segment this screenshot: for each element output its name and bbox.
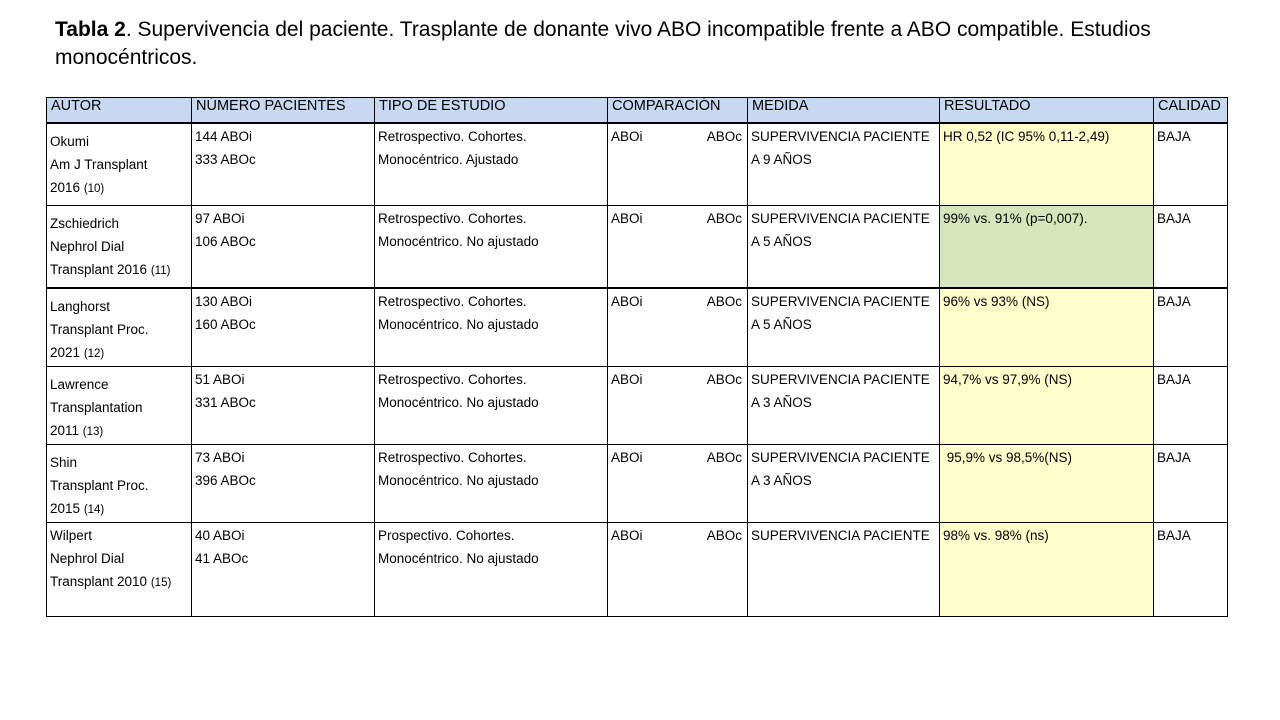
header-numero-pacientes: NÚMERO PACIENTES <box>192 98 375 124</box>
study-type-cell <box>375 445 608 523</box>
slide-title <box>55 16 1235 72</box>
measure-cell <box>748 206 940 289</box>
comparison-aboi: ABOi <box>611 211 643 226</box>
comparison-aboi: ABOi <box>611 450 643 465</box>
author-name: Shin <box>50 455 78 470</box>
table-row <box>47 367 1228 445</box>
quality-cell: BAJA <box>1154 206 1228 289</box>
comparison-cell <box>608 206 748 289</box>
study-design: Retrospectivo. Cohortes. <box>378 372 527 387</box>
author-name: Langhorst <box>50 299 111 314</box>
year-text: 2016 <box>50 180 81 195</box>
header-comparacion: COMPARACIÓN <box>608 98 748 124</box>
study-center: Monocéntrico. No ajustado <box>378 395 539 410</box>
measure-cell <box>748 523 940 617</box>
comparison-aboi: ABOi <box>611 528 643 543</box>
measure-period: A 3 AÑOS <box>751 395 812 410</box>
measure-cell <box>748 288 940 367</box>
header-autor: AUTOR <box>47 98 192 124</box>
patients-aboi: 144 ABOi <box>195 129 253 144</box>
author-name: Zschiedrich <box>50 216 120 231</box>
patients-aboi: 73 ABOi <box>195 450 245 465</box>
author-cell <box>47 523 192 617</box>
author-year <box>50 258 188 283</box>
measure-name: SUPERVIVENCIA PACIENTE <box>751 211 930 226</box>
reference-number: (15) <box>150 577 172 589</box>
author-journal: Nephrol Dial <box>50 551 125 566</box>
reference-number: (11) <box>150 265 171 277</box>
header-medida: MEDIDA <box>748 98 940 124</box>
patients-cell <box>192 523 375 617</box>
measure-cell <box>748 445 940 523</box>
study-type-cell <box>375 206 608 289</box>
title-text: . Supervivencia del paciente. Trasplante de donante vivo ABO incompatible frente a ABO compatible. Estudios monocéntricos. <box>55 18 1151 69</box>
reference-number: (12) <box>83 348 105 360</box>
comparison-cell <box>608 523 748 617</box>
study-center: Monocéntrico. No ajustado <box>378 234 539 249</box>
study-design: Retrospectivo. Cohortes. <box>378 129 527 144</box>
measure-cell <box>748 367 940 445</box>
study-type-cell <box>375 523 608 617</box>
survival-table <box>46 97 1228 617</box>
patients-aboi: 40 ABOi <box>195 528 245 543</box>
quality-cell: BAJA <box>1154 367 1228 445</box>
patients-aboi: 97 ABOi <box>195 211 245 226</box>
patients-aboc: 106 ABOc <box>195 234 256 249</box>
study-center: Monocéntrico. No ajustado <box>378 317 539 332</box>
measure-name: SUPERVIVENCIA PACIENTE <box>751 450 930 465</box>
measure-name: SUPERVIVENCIA PACIENTE <box>751 129 930 144</box>
patients-cell <box>192 206 375 289</box>
comparison-aboc: ABOc <box>706 528 742 543</box>
author-cell <box>47 123 192 206</box>
measure-name: SUPERVIVENCIA PACIENTE <box>751 294 930 309</box>
table-row <box>47 123 1228 206</box>
year-text: 2011 <box>50 423 80 438</box>
measure-period: A 3 AÑOS <box>751 473 812 488</box>
patients-cell <box>192 367 375 445</box>
study-center: Monocéntrico. No ajustado <box>378 551 539 566</box>
patients-cell <box>192 123 375 206</box>
author-cell <box>47 288 192 367</box>
title-label: Tabla 2 <box>55 18 126 41</box>
result-cell: HR 0,52 (IC 95% 0,11-2,49) <box>940 123 1154 206</box>
author-journal: Transplant Proc. <box>50 322 149 337</box>
author-year <box>50 419 188 444</box>
result-cell: 94,7% vs 97,9% (NS) <box>940 367 1154 445</box>
result-cell: 96% vs 93% (NS) <box>940 288 1154 367</box>
author-cell <box>47 206 192 289</box>
study-design: Retrospectivo. Cohortes. <box>378 211 527 226</box>
table-row <box>47 288 1228 367</box>
patients-cell <box>192 445 375 523</box>
author-name: Lawrence <box>50 377 109 392</box>
study-center: Monocéntrico. Ajustado <box>378 152 519 167</box>
comparison-aboi: ABOi <box>611 294 643 309</box>
comparison-aboc: ABOc <box>706 294 742 309</box>
header-resultado: RESULTADO <box>940 98 1154 124</box>
comparison-aboc: ABOc <box>706 129 742 144</box>
study-design: Prospectivo. Cohortes. <box>378 528 515 543</box>
result-cell: 99% vs. 91% (p=0,007). <box>940 206 1154 289</box>
author-journal: Am J Transplant <box>50 157 148 172</box>
author-name: Wilpert <box>50 528 93 543</box>
author-journal: Transplantation <box>50 400 143 415</box>
year-text: Transplant 2010 <box>50 574 148 589</box>
study-design: Retrospectivo. Cohortes. <box>378 450 527 465</box>
study-type-cell <box>375 288 608 367</box>
author-year <box>50 497 188 522</box>
year-text: 2015 <box>50 501 81 516</box>
author-cell <box>47 367 192 445</box>
year-text: Transplant 2016 <box>50 262 148 277</box>
author-journal: Transplant Proc. <box>50 478 149 493</box>
study-type-cell <box>375 123 608 206</box>
result-cell: 98% vs. 98% (ns) <box>940 523 1154 617</box>
quality-cell: BAJA <box>1154 288 1228 367</box>
measure-cell <box>748 123 940 206</box>
author-journal: Nephrol Dial <box>50 239 125 254</box>
patients-aboi: 51 ABOi <box>195 372 245 387</box>
patients-aboc: 331 ABOc <box>195 395 256 410</box>
table-row <box>47 206 1228 289</box>
study-type-cell <box>375 367 608 445</box>
patients-aboc: 41 ABOc <box>195 551 249 566</box>
reference-number: (14) <box>83 504 105 516</box>
header-row <box>47 98 1228 124</box>
table-row <box>47 523 1228 617</box>
patients-aboi: 130 ABOi <box>195 294 253 309</box>
year-text: 2021 <box>50 345 81 360</box>
comparison-cell <box>608 367 748 445</box>
reference-number: (13) <box>82 426 104 438</box>
author-cell <box>47 445 192 523</box>
measure-name: SUPERVIVENCIA PACIENTE <box>751 528 930 543</box>
author-year <box>50 341 188 366</box>
comparison-aboi: ABOi <box>611 129 643 144</box>
quality-cell: BAJA <box>1154 445 1228 523</box>
comparison-aboc: ABOc <box>706 372 742 387</box>
header-tipo-estudio: TIPO DE ESTUDIO <box>375 98 608 124</box>
patients-cell <box>192 288 375 367</box>
comparison-aboc: ABOc <box>706 211 742 226</box>
comparison-aboc: ABOc <box>706 450 742 465</box>
result-cell: 95,9% vs 98,5%(NS) <box>940 445 1154 523</box>
patients-aboc: 333 ABOc <box>195 152 256 167</box>
measure-period: A 9 AÑOS <box>751 152 812 167</box>
patients-aboc: 160 ABOc <box>195 317 256 332</box>
quality-cell: BAJA <box>1154 123 1228 206</box>
measure-name: SUPERVIVENCIA PACIENTE <box>751 372 930 387</box>
table-row <box>47 445 1228 523</box>
header-calidad: CALIDAD <box>1154 98 1228 124</box>
comparison-cell <box>608 445 748 523</box>
author-year <box>50 176 188 201</box>
patients-aboc: 396 ABOc <box>195 473 256 488</box>
comparison-cell <box>608 288 748 367</box>
author-year <box>50 570 188 595</box>
reference-number: (10) <box>83 183 105 195</box>
comparison-aboi: ABOi <box>611 372 643 387</box>
measure-period: A 5 AÑOS <box>751 234 812 249</box>
study-design: Retrospectivo. Cohortes. <box>378 294 527 309</box>
comparison-cell <box>608 123 748 206</box>
measure-period: A 5 AÑOS <box>751 317 812 332</box>
quality-cell: BAJA <box>1154 523 1228 617</box>
study-center: Monocéntrico. No ajustado <box>378 473 539 488</box>
author-name: Okumi <box>50 134 90 149</box>
